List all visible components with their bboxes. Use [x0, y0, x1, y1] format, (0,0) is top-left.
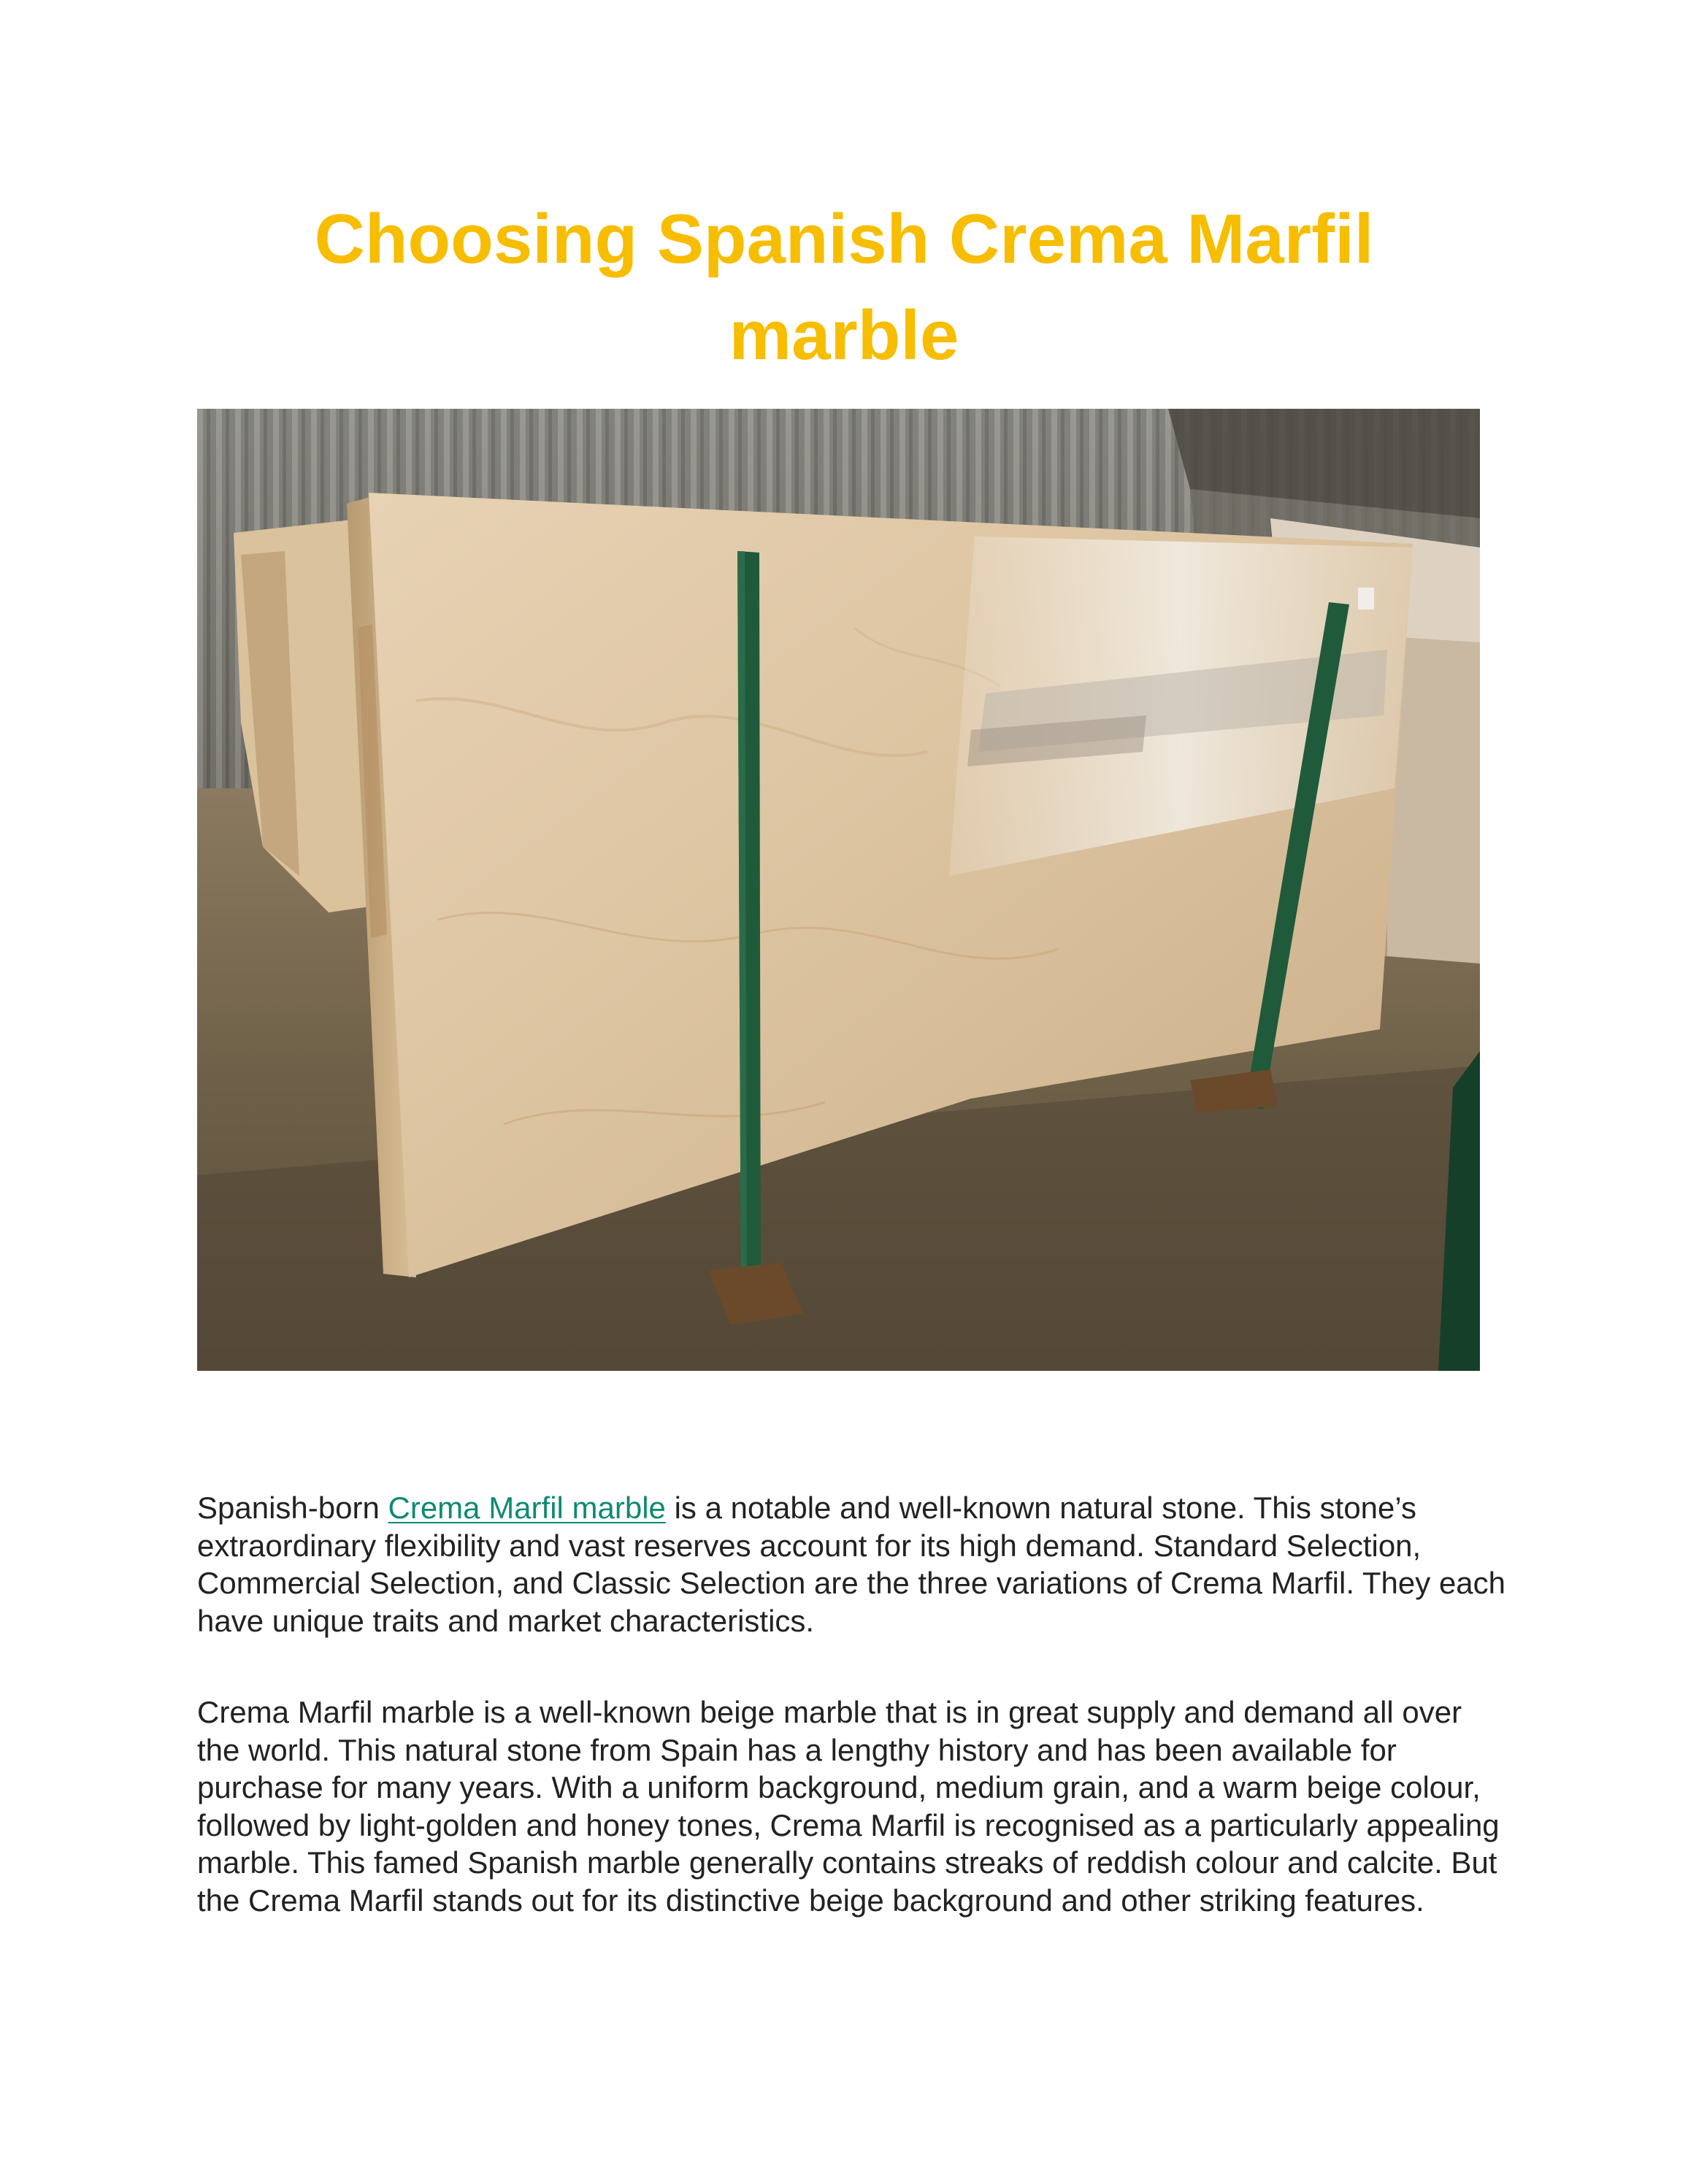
intro-text-end: is a notable and well-known natural stone. This stone’s extraordinary flexibility and vast reserves account for its high demand. Standard Selection, Commercial Selection, and Classic Selection are the three variations of Crema Marfil. They each have unique traits and market characteristics. — [197, 1491, 1506, 1638]
description-paragraph: Crema Marfil marble is a well-known beige marble that is in great supply and demand all over the world. This natural stone from Spain has a lengthy history and has been available for purchase for many years. With a uniform background, medium grain, and a warm beige colour, followed by light-golden and honey tones, Crema Marfil is recognised as a particularly appealing marble. This famed Spanish marble generally contains streaks of reddish colour and calcite. But the Crema Marfil stands out for its distinctive beige background and other striking features. — [197, 1695, 1500, 1918]
intro-text-start: Spanish-born — [197, 1491, 388, 1525]
document-title — [197, 191, 1491, 384]
marble-slab-photo — [197, 409, 1480, 1371]
intro-paragraph — [197, 1489, 1511, 1639]
title-line-2: marble — [729, 296, 959, 374]
title-line-1: Choosing Spanish Crema Marfil — [314, 200, 1374, 278]
crema-marfil-link[interactable]: Crema Marfil marble — [388, 1491, 666, 1525]
